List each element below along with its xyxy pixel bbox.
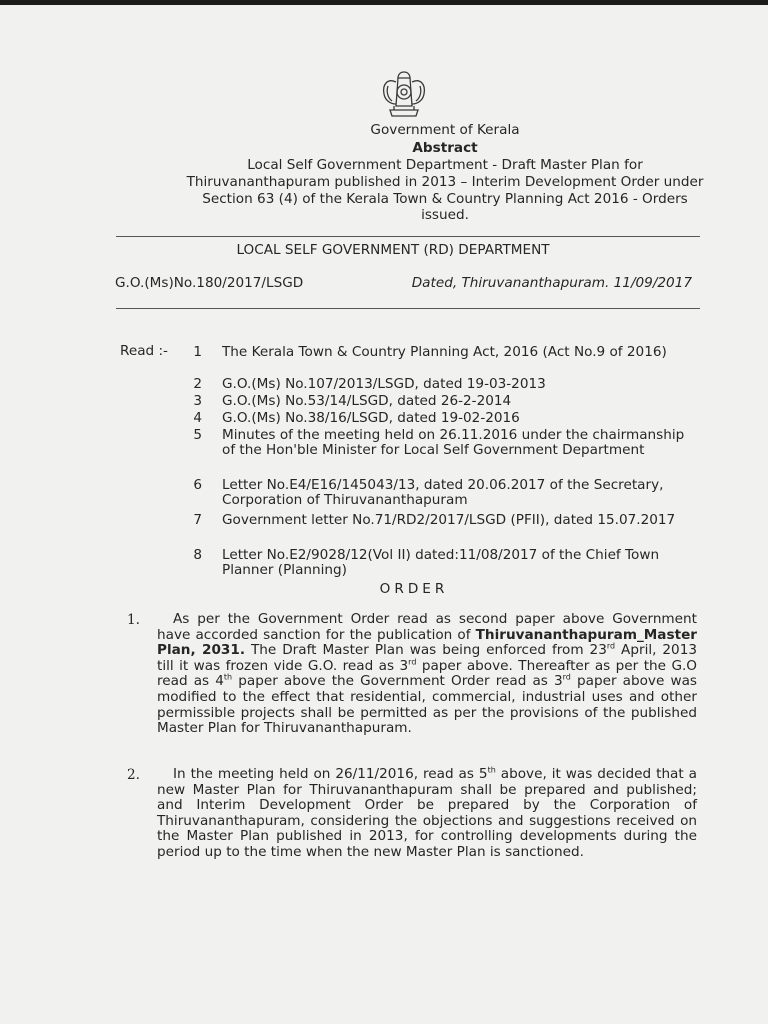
paragraph-text: paper above the Government Order read as 3	[232, 673, 563, 690]
reference-text: Letter No.E2/9028/12(Vol II) dated:11/08/2017 of the Chief Town Planner (Planning)	[222, 547, 660, 578]
go-date: Dated, Thiruvananthapuram. 11/09/2017	[411, 275, 692, 291]
superscript: rd	[408, 657, 417, 667]
paragraph-text: In the meeting held on 26/11/2016, read as 5	[173, 766, 488, 782]
go-number: G.O.(Ms)No.180/2017/LSGD	[115, 275, 304, 291]
reference-text: The Kerala Town & Country Planning Act, 2016 (Act No.9 of 2016)	[222, 344, 667, 360]
reference-text: G.O.(Ms) No.107/2013/LSGD, dated 19-03-2013	[222, 376, 546, 392]
reference-number: 8	[193, 547, 202, 563]
reference-number: 3	[193, 393, 202, 409]
paragraph-text: above, it was decided that a new Master Plan for Thiruvananthapuram shall be prepared and published; and Interim Development Order be prepared by the Corporation of Thiruvananthapuram, considering the objections and suggestions received on the Master Plan published in 2013, for controlling developments during the period up to the time when the new Master Plan is sanctioned.	[157, 766, 698, 860]
kerala-emblem-icon	[376, 66, 432, 122]
reference-number: 7	[193, 512, 202, 528]
order-paragraph	[157, 612, 697, 737]
order-heading: ORDER	[379, 581, 449, 597]
subject-line-1: Local Self Government Department - Draft Master Plan for	[247, 157, 643, 173]
reference-item	[180, 345, 700, 375]
abstract-heading: Abstract	[412, 140, 478, 156]
paragraph-text: paper above. Thereafter as per the G.O read as 4	[157, 657, 698, 690]
paragraph-text: April, 2013 till it was frozen vide G.O. read as 3	[157, 642, 697, 674]
subject-line-2: Thiruvananthapuram published in 2013 – Interim Development Order under	[186, 174, 704, 190]
reference-text: G.O.(Ms) No.38/16/LSGD, dated 19-02-2016	[222, 410, 520, 426]
divider-top	[116, 236, 700, 237]
paragraph-text: paper above was modified to the effect that residential, commercial, industrial uses and other permissible projects shall be permitted as per the provisions of the published Master Plan for Thiruvananthapuram.	[157, 673, 697, 737]
order-paragraph	[157, 767, 697, 861]
reference-text: Minutes of the meeting held on 26.11.2016 under the chairmanship of the Hon'ble Minister for Local Self Government Department	[222, 427, 685, 458]
superscript: th	[223, 672, 233, 682]
read-label: Read :-	[120, 343, 168, 359]
paragraph-number: 1.	[127, 612, 140, 628]
divider-bottom	[116, 308, 700, 309]
reference-text: G.O.(Ms) No.53/14/LSGD, dated 26-2-2014	[222, 393, 512, 409]
government-name: Government of Kerala	[370, 122, 520, 138]
subject-line-3: Section 63 (4) of the Kerala Town & Country Planning Act 2016 - Orders	[202, 191, 688, 207]
department-name: LOCAL SELF GOVERNMENT (RD) DEPARTMENT	[236, 242, 550, 258]
superscript: rd	[562, 672, 571, 682]
paragraph-text: As per the Government Order read as second paper above Government have accorded sanction for the publication of	[157, 611, 697, 643]
paragraph-number: 2.	[127, 767, 140, 783]
reference-number: 1	[193, 344, 202, 360]
reference-number: 6	[193, 477, 202, 493]
subject-line-4: issued.	[421, 207, 469, 223]
superscript: th	[487, 765, 496, 775]
reference-text: Government letter No.71/RD2/2017/LSGD (PFII), dated 15.07.2017	[222, 512, 676, 528]
reference-number: 5	[193, 427, 202, 443]
paragraph-text: The Draft Master Plan was being enforced from 23	[245, 642, 607, 659]
master-plan-name: Thiruvananthapuram_Master Plan, 2031.	[157, 626, 697, 659]
reference-number: 4	[193, 410, 202, 426]
reference-number: 2	[193, 376, 202, 392]
reference-text: Letter No.E4/E16/145043/13, dated 20.06.2017 of the Secretary, Corporation of Thiruvananthapuram	[222, 477, 664, 508]
superscript: rd	[606, 641, 616, 651]
